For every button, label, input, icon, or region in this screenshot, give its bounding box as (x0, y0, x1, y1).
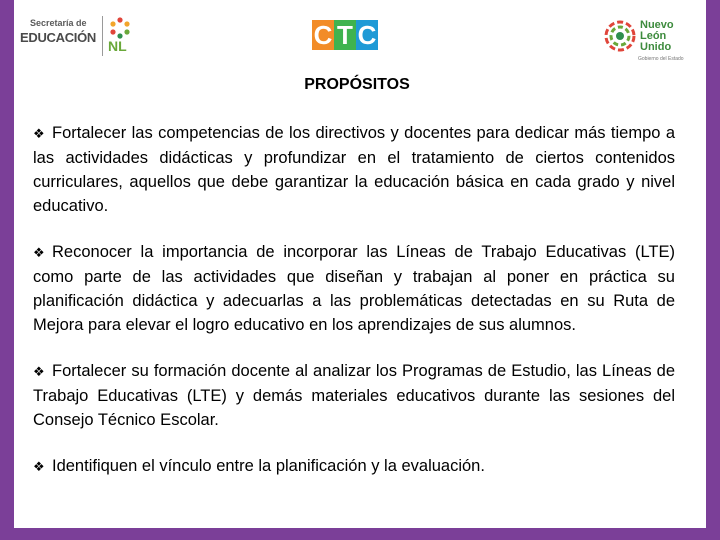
list-item-text: Fortalecer su formación docente al analizar los Programas de Estudio, las Líneas de Trabajo Educativas (LTE) y demás materiales educativos durante las sesiones del Consejo Técnico Escolar. (33, 362, 675, 429)
ctc-logo (312, 20, 382, 52)
list-item-text: Identifiquen el vínculo entre la planificación y la evaluación. (52, 457, 485, 475)
ctc-letter-c1: C (313, 20, 333, 50)
ctc-letter-c2: C (357, 20, 377, 50)
nuevo-leon-line1: Nuevo (640, 19, 674, 31)
slide-title-text: PROPÓSITOS (304, 76, 410, 93)
list-item (33, 240, 675, 337)
nuevo-leon-tagline: Gobierno del Estado (638, 56, 684, 62)
ctc-letter-t: T (334, 20, 356, 50)
purposes-list (33, 121, 675, 501)
nuevo-leon-emblem-icon (604, 20, 636, 52)
nuevo-leon-line2: León (640, 30, 667, 42)
sep-logo (14, 14, 134, 60)
sep-logo-line2: EDUCACIÓN (20, 30, 97, 45)
nl-state-label: NL (108, 38, 127, 54)
nl-emblem-icon (108, 16, 132, 40)
diamond-bullet-icon: ❖ (33, 459, 45, 474)
diamond-bullet-icon: ❖ (33, 245, 45, 260)
diamond-bullet-icon: ❖ (33, 126, 45, 141)
frame-bottom-border (0, 528, 720, 540)
sep-logo-line1: Secretaría de (30, 18, 87, 28)
list-item-text: Reconocer la importancia de incorporar las Líneas de Trabajo Educativas (LTE) como parte de las actividades que diseñan y trabajan al poner en práctica su planificación didáctica y adecuarlas a las problemáticas detectadas en su Ruta de Mejora para elevar el logro educativo en los aprendizajes de sus alumnos. (33, 243, 675, 334)
diamond-bullet-icon: ❖ (33, 364, 45, 379)
sep-logo-divider (102, 16, 103, 56)
list-item (33, 359, 675, 432)
list-item-text: Fortalecer las competencias de los directivos y docentes para dedicar más tiempo a las actividades didácticas y profundizar en el tratamiento de ciertos contenidos curriculares, aquellos que debe garantizar la educación básica en cada grado y nivel educativo. (33, 124, 675, 215)
list-item (33, 454, 675, 479)
slide-title (0, 76, 720, 94)
list-item (33, 121, 675, 218)
nuevo-leon-unido-logo (602, 14, 700, 64)
nuevo-leon-wordmark (640, 20, 674, 53)
nuevo-leon-line3: Unido (640, 41, 672, 53)
